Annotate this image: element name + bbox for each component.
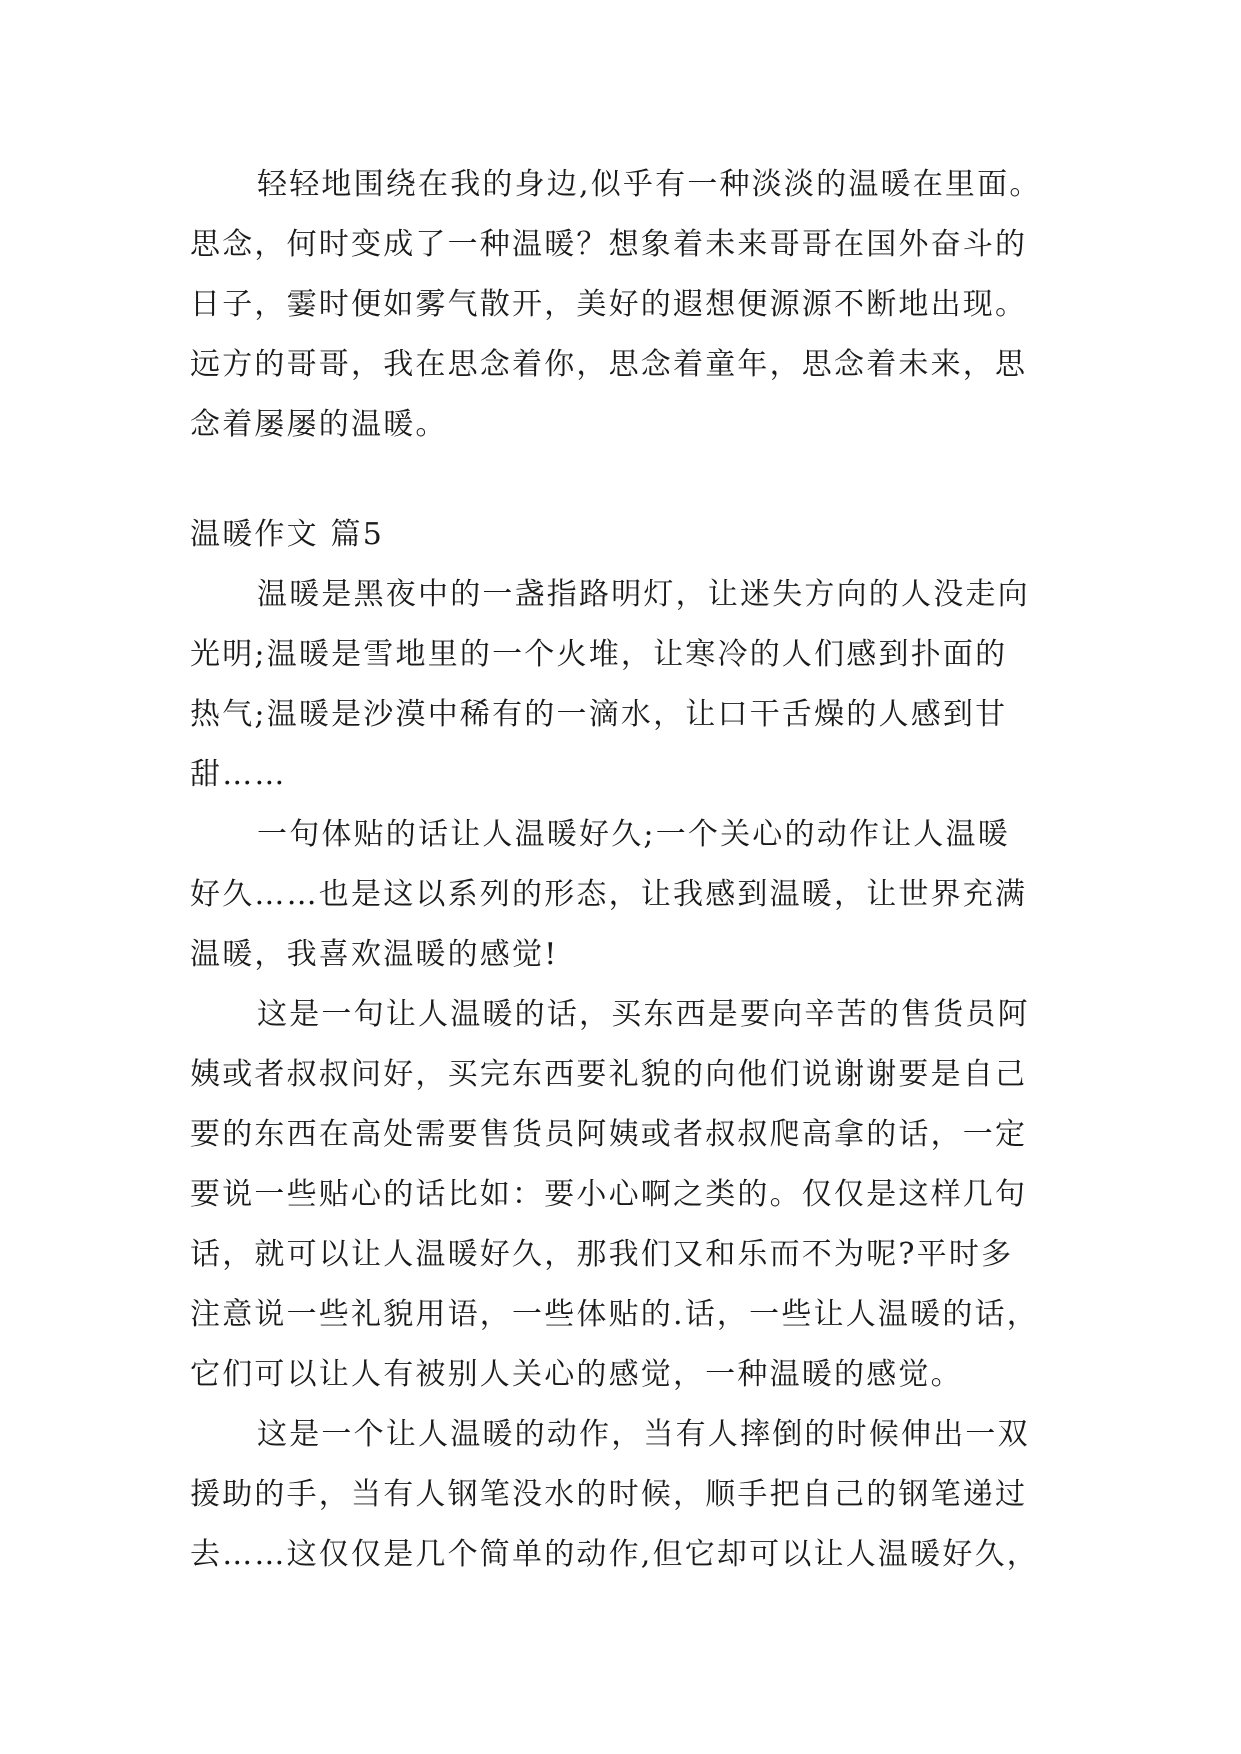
text-line: 注意说一些礼貌用语，一些体贴的.话，一些让人温暖的话， [190,1297,1039,1332]
text-line: 日子，霎时便如雾气散开，美好的遐想便源源不断地出现。 [190,287,1028,322]
section-heading: 温暖作文 篇5 [190,517,385,552]
text-line: 这是一句让人温暖的话，买东西是要向辛苦的售货员阿 [257,997,1030,1032]
text-line: 念着屡屡的温暖。 [190,407,448,442]
text-line: 甜…… [190,757,287,792]
text-line: 这是一个让人温暖的动作，当有人摔倒的时候伸出一双 [257,1417,1030,1452]
text-line: 姨或者叔叔问好，买完东西要礼貌的向他们说谢谢要是自己 [190,1057,1028,1092]
text-line: 一句体贴的话让人温暖好久;一个关心的动作让人温暖 [257,817,1010,852]
text-line: 去……这仅仅是几个简单的动作,但它却可以让人温暖好久， [190,1537,1039,1572]
text-line: 援助的手，当有人钢笔没水的时候，顺手把自己的钢笔递过 [190,1477,1028,1512]
text-line: 话，就可以让人温暖好久，那我们又和乐而不为呢?平时多 [190,1237,1014,1272]
text-line: 远方的哥哥，我在思念着你，思念着童年，思念着未来，思 [190,347,1028,382]
text-line: 光明;温暖是雪地里的一个火堆，让寒冷的人们感到扑面的 [190,637,1008,672]
text-line: 好久……也是这以系列的形态，让我感到温暖，让世界充满 [190,877,1028,912]
text-line: 思念，何时变成了一种温暖？想象着未来哥哥在国外奋斗的 [190,227,1028,262]
text-line: 温暖，我喜欢温暖的感觉! [190,937,559,972]
text-line: 轻轻地围绕在我的身边,似乎有一种淡淡的温暖在里面。 [257,167,1042,202]
text-line: 要的东西在高处需要售货员阿姨或者叔叔爬高拿的话，一定 [190,1117,1028,1152]
text-line: 它们可以让人有被别人关心的感觉，一种温暖的感觉。 [190,1357,963,1392]
text-line: 要说一些贴心的话比如：要小心啊之类的。仅仅是这样几句 [190,1177,1028,1212]
text-line: 温暖是黑夜中的一盏指路明灯，让迷失方向的人没走向 [257,577,1030,612]
text-line: 热气;温暖是沙漠中稀有的一滴水，让口干舌燥的人感到甘 [190,697,1008,732]
